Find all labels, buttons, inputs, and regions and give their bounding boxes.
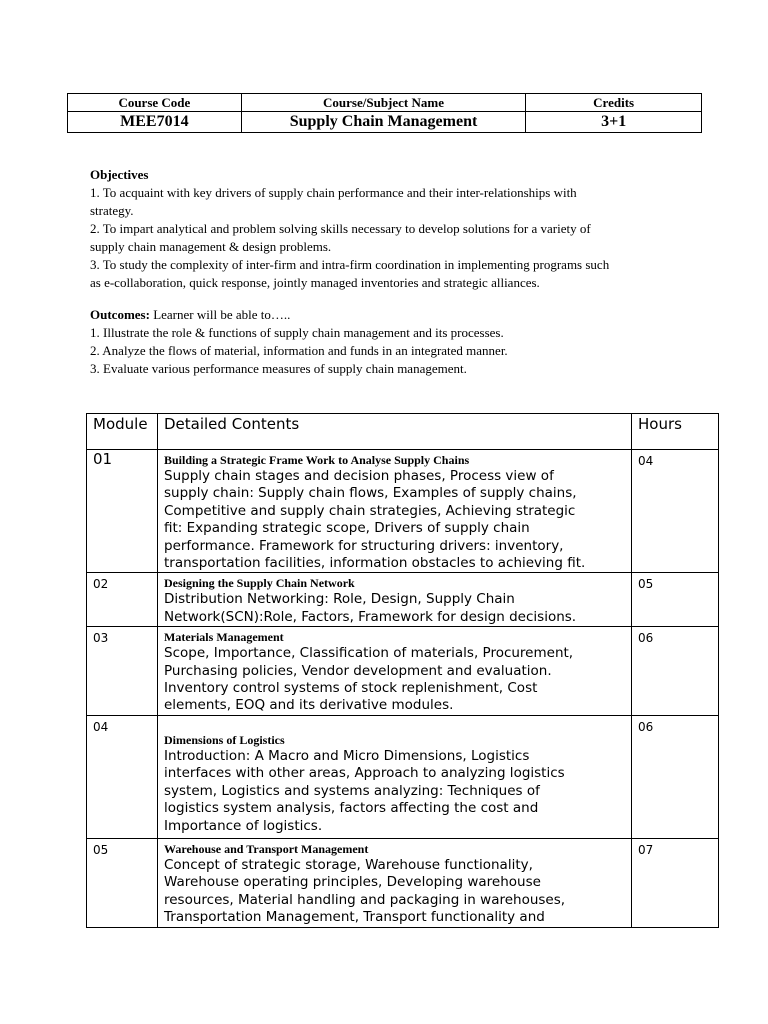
module-description bbox=[164, 748, 625, 835]
objective-line: as e-collaboration, quick response, jointly managed inventories and strategic alliances. bbox=[90, 275, 540, 290]
course-info-value-row bbox=[68, 112, 702, 133]
description-line: fit: Expanding strategic scope, Drivers of supply chain bbox=[164, 520, 530, 537]
course-info-header-row bbox=[68, 94, 702, 112]
module-title: Materials Management bbox=[164, 630, 284, 645]
course-credits: 3+1 bbox=[526, 112, 702, 133]
outcome-line: 2. Analyze the flows of material, information and funds in an integrated manner. bbox=[90, 343, 508, 358]
module-number: 01 bbox=[87, 450, 158, 573]
description-line: elements, EOQ and its derivative modules. bbox=[164, 697, 454, 714]
outcomes-heading: Outcomes: bbox=[90, 307, 150, 322]
module-header: Module bbox=[87, 414, 158, 450]
table-row bbox=[87, 715, 719, 838]
module-description bbox=[164, 591, 625, 626]
description-line: Purchasing policies, Vendor development and evaluation. bbox=[164, 662, 552, 679]
module-contents bbox=[158, 838, 632, 927]
description-line: Warehouse operating principles, Developing warehouse bbox=[164, 874, 541, 891]
table-row bbox=[87, 573, 719, 627]
description-line: interfaces with other areas, Approach to analyzing logistics bbox=[164, 765, 565, 782]
module-table bbox=[86, 413, 719, 928]
description-line: Inventory control systems of stock replenishment, Cost bbox=[164, 680, 538, 697]
module-table-header-row bbox=[87, 414, 719, 450]
description-line: system, Logistics and systems analyzing: Techniques of bbox=[164, 782, 540, 799]
description-line: Scope, Importance, Classification of materials, Procurement, bbox=[164, 645, 574, 662]
module-title: Building a Strategic Frame Work to Analyse Supply Chains bbox=[164, 453, 470, 467]
table-row bbox=[87, 838, 719, 927]
objectives-section bbox=[90, 166, 690, 292]
description-line: Distribution Networking: Role, Design, Supply Chain bbox=[164, 591, 515, 608]
module-contents bbox=[158, 627, 632, 716]
description-line: Introduction: A Macro and Micro Dimensions, Logistics bbox=[164, 747, 530, 764]
course-info-table bbox=[67, 93, 702, 133]
module-hours: 04 bbox=[632, 450, 719, 573]
module-hours: 06 bbox=[632, 715, 719, 838]
module-contents bbox=[158, 715, 632, 838]
objective-line: 1. To acquaint with key drivers of supply chain performance and their inter-relationships with bbox=[90, 185, 577, 200]
description-line: Network(SCN):Role, Factors, Framework for design decisions. bbox=[164, 608, 577, 625]
description-line: Supply chain stages and decision phases, Process view of bbox=[164, 468, 554, 484]
table-row bbox=[87, 627, 719, 716]
description-line: resources, Material handling and packaging in warehouses, bbox=[164, 891, 566, 908]
module-contents bbox=[158, 450, 632, 573]
module-number: 02 bbox=[87, 573, 158, 627]
module-number: 05 bbox=[87, 838, 158, 927]
module-description bbox=[164, 645, 625, 715]
module-hours: 06 bbox=[632, 627, 719, 716]
description-line: Concept of strategic storage, Warehouse functionality, bbox=[164, 856, 533, 873]
hours-header: Hours bbox=[632, 414, 719, 450]
module-title: Dimensions of Logistics bbox=[164, 732, 285, 747]
description-line: performance. Framework for structuring drivers: inventory, bbox=[164, 537, 564, 554]
contents-header: Detailed Contents bbox=[158, 414, 632, 450]
course-name-header: Course/Subject Name bbox=[241, 94, 526, 112]
course-code: MEE7014 bbox=[68, 112, 242, 133]
module-hours: 07 bbox=[632, 838, 719, 927]
outcome-line: 1. Illustrate the role & functions of supply chain management and its processes. bbox=[90, 325, 504, 340]
credits-header: Credits bbox=[526, 94, 702, 112]
outcomes-intro-line bbox=[90, 306, 690, 324]
objective-line: 2. To impart analytical and problem solving skills necessary to develop solutions for a variety of bbox=[90, 221, 591, 236]
module-title: Designing the Supply Chain Network bbox=[164, 576, 355, 591]
module-description bbox=[164, 857, 625, 927]
description-line: Transportation Management, Transport functionality and bbox=[164, 909, 545, 926]
module-number: 04 bbox=[87, 715, 158, 838]
objective-line: 3. To study the complexity of inter-firm and intra-firm coordination in implementing programs such bbox=[90, 257, 610, 272]
course-code-header: Course Code bbox=[68, 94, 242, 112]
objective-line: supply chain management & design problems. bbox=[90, 239, 332, 254]
objectives-heading: Objectives bbox=[90, 167, 149, 182]
description-line: Competitive and supply chain strategies, Achieving strategic bbox=[164, 502, 576, 519]
module-description bbox=[164, 468, 625, 572]
outcome-line: 3. Evaluate various performance measures of supply chain management. bbox=[90, 361, 467, 376]
description-line: transportation facilities, information obstacles to achieving fit. bbox=[164, 555, 586, 572]
outcomes-intro: Learner will be able to….. bbox=[149, 307, 291, 322]
description-line: supply chain: Supply chain flows, Examples of supply chains, bbox=[164, 485, 577, 502]
module-number: 03 bbox=[87, 627, 158, 716]
course-name: Supply Chain Management bbox=[241, 112, 526, 133]
description-line: Importance of logistics. bbox=[164, 817, 323, 834]
module-title: Warehouse and Transport Management bbox=[164, 841, 369, 856]
objective-line: strategy. bbox=[90, 203, 134, 218]
module-hours: 05 bbox=[632, 573, 719, 627]
table-row bbox=[87, 450, 719, 573]
description-line: logistics system analysis, factors affecting the cost and bbox=[164, 800, 539, 817]
outcomes-section bbox=[90, 306, 690, 378]
module-contents bbox=[158, 573, 632, 627]
